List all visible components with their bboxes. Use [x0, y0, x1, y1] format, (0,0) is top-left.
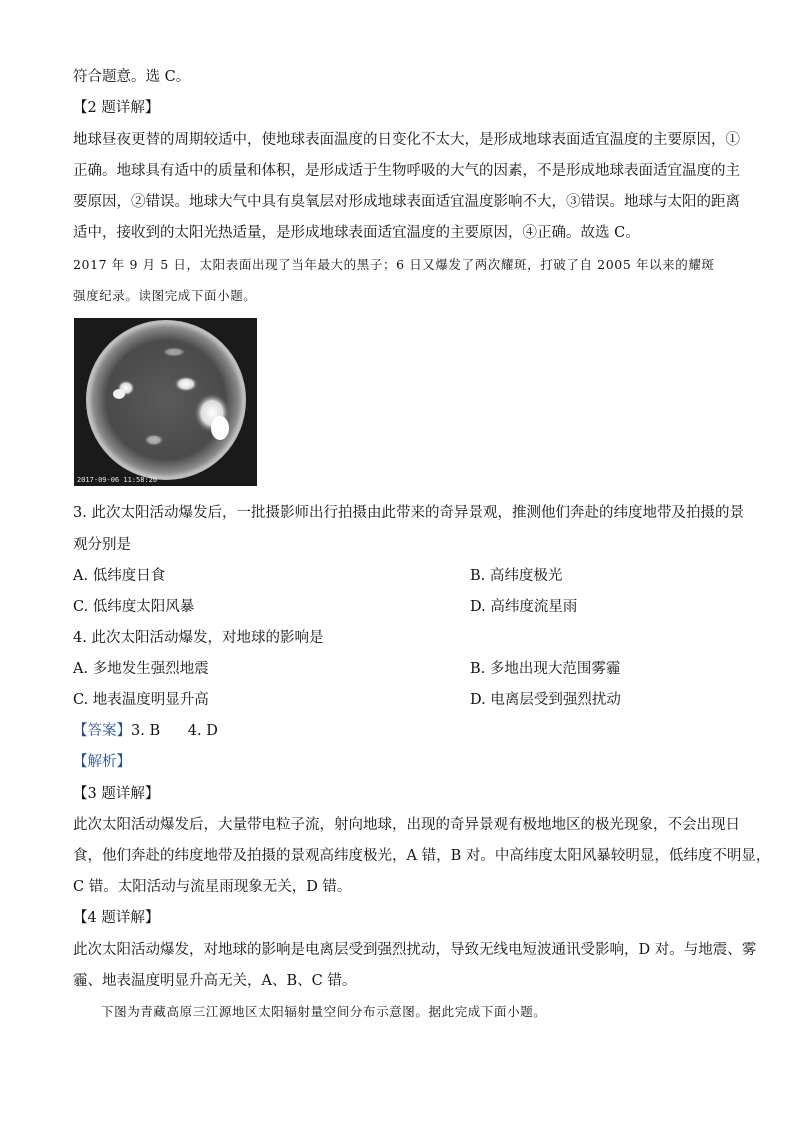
text-line: 适中，接收到的太阳光热适量，是形成地球表面适宜温度的主要原因，④正确。故选 C。 — [73, 225, 640, 241]
q3-option-a: A. 低纬度日食 — [73, 568, 166, 584]
text-line: C 错。太阳活动与流星雨现象无关，D 错。 — [73, 879, 352, 895]
answer-label: 【答案】 — [73, 723, 131, 739]
q4-option-a: A. 多地发生强烈地震 — [73, 661, 209, 677]
q3-option-b: B. 高纬度极光 — [470, 568, 563, 584]
text-line: 符合题意。选 C。 — [73, 69, 191, 85]
analysis-label: 【解析】 — [73, 754, 131, 770]
option-row — [73, 690, 733, 710]
q4-option-c: C. 地表温度明显升高 — [73, 692, 209, 708]
text-line: 此次太阳活动爆发，对地球的影响是电离层受到强烈扰动，导致无线电短波通讯受影响，D 对。与地震、雾 — [73, 942, 757, 958]
question-3-cont: 观分别是 — [73, 537, 131, 553]
section-heading: 【3 题详解】 — [73, 786, 160, 802]
passage-intro: 下图为青藏高原三江源地区太阳辐射量空间分布示意图。据此完成下面小题。 — [101, 1004, 547, 1019]
answer-text: 3. B 4. D — [131, 723, 218, 739]
passage-intro: 强度纪录。读图完成下面小题。 — [73, 288, 257, 303]
photo-timestamp: 2017-09-06 11:58:20 — [77, 476, 158, 484]
q3-option-c: C. 低纬度太阳风暴 — [73, 599, 195, 615]
text-line: 食，他们奔赴的纬度地带及拍摄的景观高纬度极光，A 错，B 对。中高纬度太阳风暴较明显，低纬度不明显， — [73, 848, 771, 864]
sun-image — [74, 318, 257, 486]
question-3: 3. 此次太阳活动爆发后，一批摄影师出行拍摄由此带来的奇异景观，推测他们奔赴的纬度地带及拍摄的景 — [73, 505, 744, 521]
text-line: 要原因，②错误。地球大气中具有臭氧层对形成地球表面适宜温度影响不大，③错误。地球与太阳的距离 — [73, 194, 740, 210]
section-heading: 【4 题详解】 — [73, 910, 160, 926]
sun-photo — [74, 318, 257, 486]
option-row — [73, 659, 733, 679]
question-4: 4. 此次太阳活动爆发，对地球的影响是 — [73, 630, 324, 646]
option-row — [73, 597, 733, 617]
text-line: 霾、地表温度明显升高无关，A、B、C 错。 — [73, 973, 357, 989]
q4-option-b: B. 多地出现大范围雾霾 — [470, 661, 621, 677]
text-line: 地球昼夜更替的周期较适中，使地球表面温度的日变化不太大，是形成地球表面适宜温度的主要原因，① — [73, 132, 740, 148]
q3-option-d: D. 高纬度流星雨 — [470, 599, 578, 615]
passage-intro: 2017 年 9 月 5 日，太阳表面出现了当年最大的黑子；6 日又爆发了两次耀斑，打破了自 2005 年以来的耀斑 — [73, 257, 715, 272]
q4-option-d: D. 电离层受到强烈扰动 — [470, 692, 621, 708]
text-line: 正确。地球具有适中的质量和体积，是形成适于生物呼吸的大气的因素，不是形成地球表面适宜温度的主 — [73, 163, 740, 179]
text-line: 此次太阳活动爆发后，大量带电粒子流，射向地球，出现的奇异景观有极地地区的极光现象，不会出现日 — [73, 817, 740, 833]
answer-row — [73, 721, 733, 741]
section-heading: 【2 题详解】 — [73, 100, 160, 116]
option-row — [73, 566, 733, 586]
